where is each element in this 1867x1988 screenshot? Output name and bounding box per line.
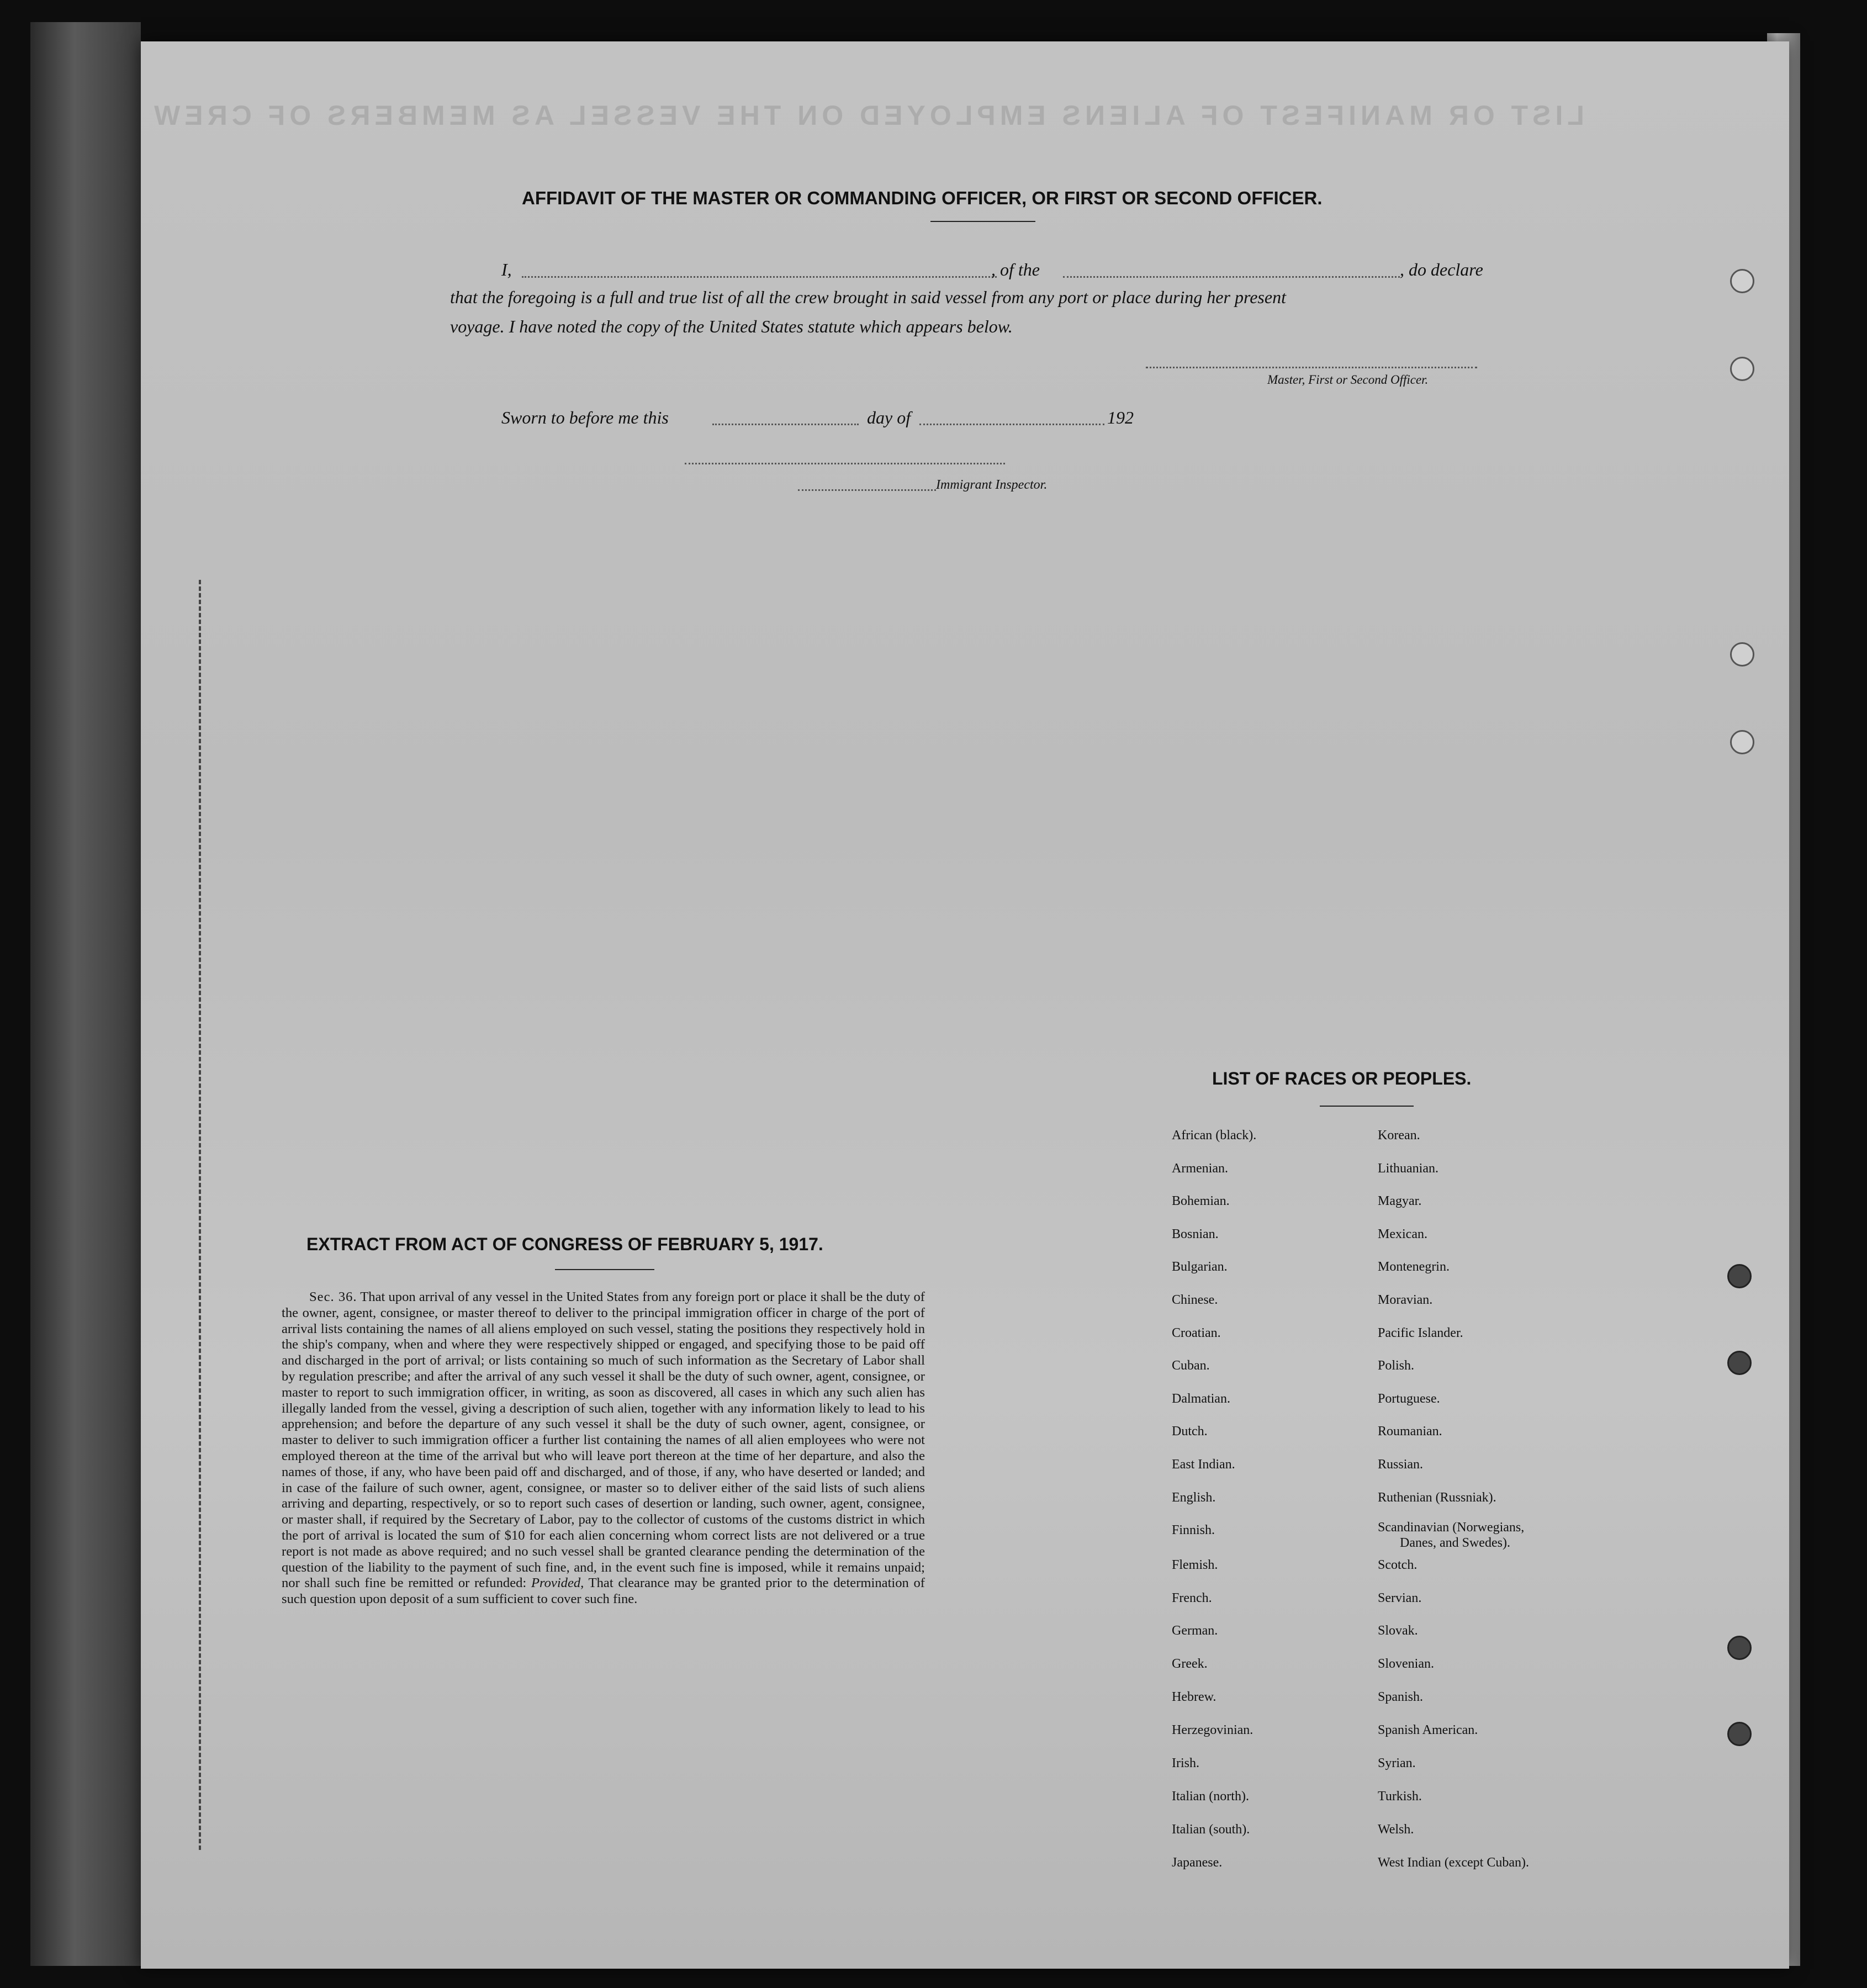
race-item: Scotch. xyxy=(1378,1558,1418,1572)
race-item: Lithuanian. xyxy=(1378,1161,1438,1176)
affidavit-line-2: that the foregoing is a full and true list of all the crew brought in said vessel from any port or place during her present xyxy=(450,287,1286,307)
race-item: Croatian. xyxy=(1172,1325,1221,1340)
race-item: German. xyxy=(1172,1624,1218,1638)
affidavit-of-the-label: , of the xyxy=(991,260,1040,279)
name-field[interactable] xyxy=(522,264,997,278)
punch-hole-6 xyxy=(1727,1351,1752,1375)
races-right-column xyxy=(1378,1128,1610,1879)
race-item: Welsh. xyxy=(1378,1822,1414,1837)
race-item: Danes, and Swedes). xyxy=(1400,1536,1510,1550)
punch-hole-3 xyxy=(1730,642,1754,667)
races-title-rule xyxy=(1320,1106,1414,1107)
affidavit-declare-label: , do declare xyxy=(1400,260,1483,279)
race-item: West Indian (except Cuban). xyxy=(1378,1855,1529,1870)
race-item: Bosnian. xyxy=(1172,1226,1219,1241)
race-item: Bohemian. xyxy=(1172,1194,1230,1209)
race-item: Dalmatian. xyxy=(1172,1391,1230,1406)
extract-body xyxy=(282,1289,925,1608)
race-item: Japanese. xyxy=(1172,1855,1223,1870)
race-item: Herzegovinian. xyxy=(1172,1723,1254,1737)
races-left-column xyxy=(1172,1128,1404,1879)
signature-field[interactable] xyxy=(1146,353,1477,368)
extract-section-number: Sec. 36. xyxy=(309,1289,357,1304)
race-item: Ruthenian (Russniak). xyxy=(1378,1490,1496,1505)
race-item: East Indian. xyxy=(1172,1457,1235,1472)
race-item: French. xyxy=(1172,1591,1212,1605)
sworn-month-field[interactable] xyxy=(919,411,1104,425)
extract-title: EXTRACT FROM ACT OF CONGRESS OF FEBRUARY 5, 1917. xyxy=(306,1234,823,1254)
races-title: LIST OF RACES OR PEOPLES. xyxy=(1212,1069,1472,1088)
race-item: Spanish. xyxy=(1378,1690,1424,1704)
punch-hole-8 xyxy=(1727,1722,1752,1746)
race-item: Slovenian. xyxy=(1378,1657,1434,1671)
sworn-label: Sworn to before me this xyxy=(501,408,669,427)
race-item: Spanish American. xyxy=(1378,1723,1478,1737)
race-item: Italian (north). xyxy=(1172,1789,1249,1804)
punch-hole-2 xyxy=(1730,357,1754,381)
race-item: African (black). xyxy=(1172,1128,1257,1143)
race-item: Italian (south). xyxy=(1172,1822,1250,1837)
race-item: Cuban. xyxy=(1172,1358,1210,1373)
race-item: Moravian. xyxy=(1378,1293,1433,1307)
inspector-signature-field[interactable] xyxy=(685,453,1005,464)
race-item: Scandinavian (Norwegians, xyxy=(1378,1520,1525,1535)
sworn-day-field[interactable] xyxy=(712,411,859,425)
vessel-field[interactable] xyxy=(1063,264,1400,278)
inspector-label: Immigrant Inspector. xyxy=(936,478,1048,492)
race-item: Greek. xyxy=(1172,1657,1208,1671)
affidavit-line-3: voyage. I have noted the copy of the United States statute which appears below. xyxy=(450,316,1013,336)
race-item: Pacific Islander. xyxy=(1378,1325,1463,1340)
race-item: Portuguese. xyxy=(1378,1391,1440,1406)
race-item: Bulgarian. xyxy=(1172,1260,1228,1275)
race-item: Turkish. xyxy=(1378,1789,1422,1804)
day-of-label: day of xyxy=(867,408,911,427)
year-label: 192 xyxy=(1107,408,1134,427)
scan-left-strip xyxy=(30,22,141,1966)
race-item: Servian. xyxy=(1378,1591,1422,1605)
race-item: Montenegrin. xyxy=(1378,1260,1450,1275)
punch-hole-7 xyxy=(1727,1636,1752,1660)
signature-label: Master, First or Second Officer. xyxy=(1267,373,1429,387)
extract-provided: Provided, xyxy=(531,1575,584,1591)
extract-text-b: That clearance may be granted prior to the determination of such question upon deposit of a sum sufficient to cover such fine. xyxy=(282,1575,925,1607)
race-item: Mexican. xyxy=(1378,1226,1427,1241)
race-item: Magyar. xyxy=(1378,1194,1422,1209)
extract-title-rule xyxy=(555,1269,654,1270)
punch-hole-1 xyxy=(1730,269,1754,293)
punch-hole-4 xyxy=(1730,730,1754,754)
affidavit-title-rule xyxy=(930,221,1035,222)
race-item: Syrian. xyxy=(1378,1756,1416,1770)
race-item: Flemish. xyxy=(1172,1558,1218,1572)
extract-text-a: That upon arrival of any vessel in the United States from any foreign port or place it shall be the duty of the owner, agent, consignee, or master thereof to deliver to the principal immigration officer in charge of the port of arrival lists containing the names of all aliens employed on such vessel, stating the positions they respectively hold in the ship's company, when and where they were respectively shipped or engaged, and specifying those to be paid off and discharged in the port of arrival; or lists containing so much of such information as the Secretary of Labor shall by regulation prescribe; and after the arrival of any such vessel it shall be the duty of such owner, agent, consignee, or master to report to such immigration officer, in writing, as soon as discovered, all cases in which any such alien has illegally landed from the vessel, giving a description of such alien, together with any information likely to lead to his apprehension; and before the departure of any such vessel it shall be the duty of such owner, agent, consignee, or master to deliver to such immigration officer a further list containing the names of all alien employees who were not employed thereon at the time of the arrival but who will leave port thereon at the time of her departure, and also the names of those, if any, who have been paid off and discharged, and of those, if any, who have deserted or landed; and in case of the failure of such owner, agent, consignee, or master so to deliver either of the said lists of such aliens arriving and departing, respectively, or so to report such cases of desertion or landing, such owner, agent, consignee, or master shall, if required by the Secretary of Labor, pay to the collector of customs of the customs district in which the port of arrival is located the sum of $10 for each alien concerning whom correct lists are not delivered or a true report is not made as above required; and no such vessel shall be granted clearance pending the determination of the question of the liability to the payment of such fine, and, in the event such fine is imposed, while it remains unpaid; nor shall such fine be remitted or refunded: xyxy=(282,1289,925,1591)
race-item: Russian. xyxy=(1378,1457,1424,1472)
affidavit-title: AFFIDAVIT OF THE MASTER OR COMMANDING OFFICER, OR FIRST OR SECOND OFFICER. xyxy=(522,188,1323,208)
punch-hole-5 xyxy=(1727,1264,1752,1288)
race-item: Slovak. xyxy=(1378,1624,1418,1638)
race-item: Dutch. xyxy=(1172,1424,1208,1439)
affidavit-i-label: I, xyxy=(501,260,512,279)
race-item: English. xyxy=(1172,1490,1216,1505)
race-item: Armenian. xyxy=(1172,1161,1228,1176)
race-item: Polish. xyxy=(1378,1358,1415,1373)
race-item: Roumanian. xyxy=(1378,1424,1442,1439)
race-item: Chinese. xyxy=(1172,1293,1218,1307)
margin-dashed-line xyxy=(199,580,201,1850)
inspector-name-field[interactable] xyxy=(798,478,936,491)
race-item: Hebrew. xyxy=(1172,1690,1217,1704)
race-item: Irish. xyxy=(1172,1756,1199,1770)
race-item: Finnish. xyxy=(1172,1523,1215,1538)
bleed-through-header: LIST OR MANIFEST OF ALIENS EMPLOYED ON THE VESSEL AS MEMBERS OF CREW xyxy=(150,100,1584,131)
race-item: Korean. xyxy=(1378,1128,1420,1143)
